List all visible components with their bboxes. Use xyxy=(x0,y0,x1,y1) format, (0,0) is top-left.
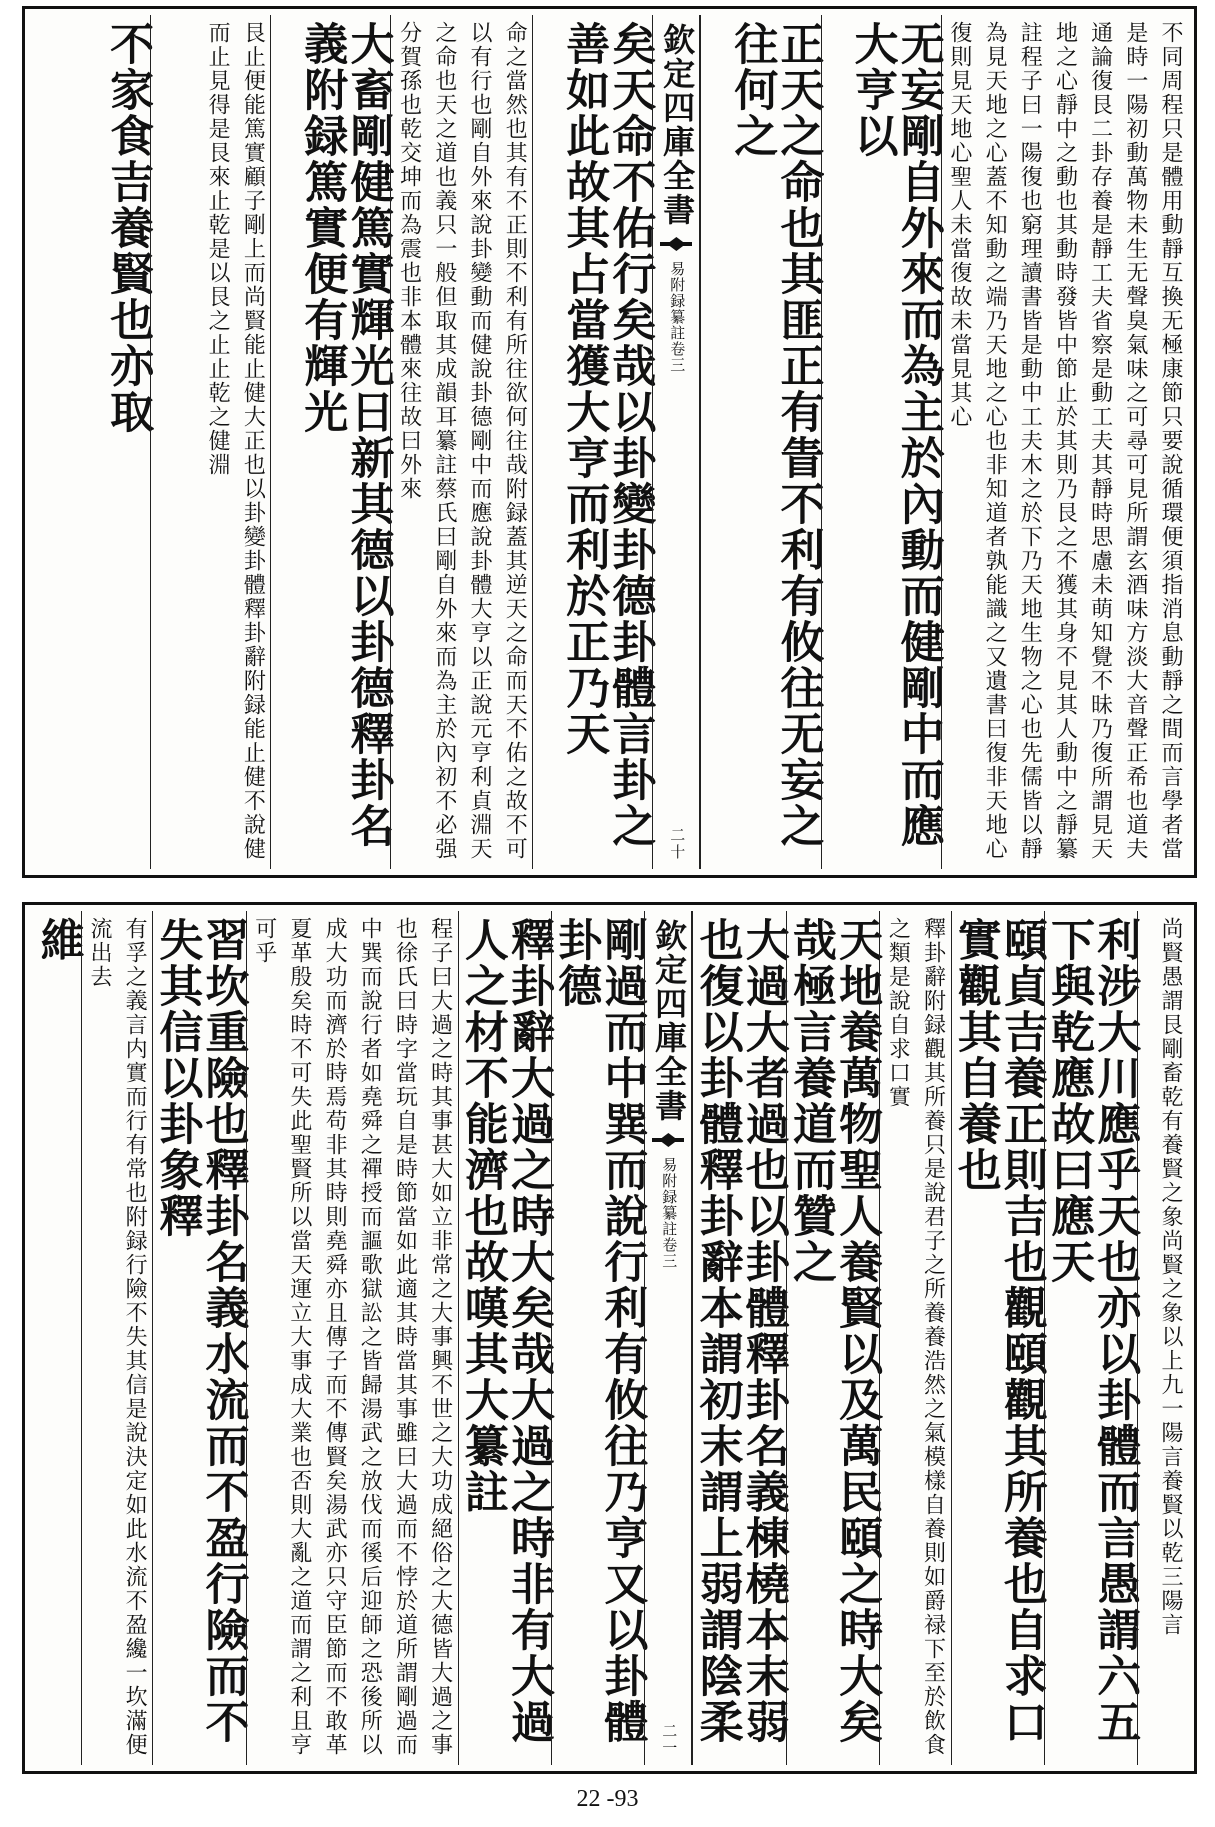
top-text-columns xyxy=(31,15,1188,869)
text-column: 頤貞吉養正則吉也觀頤觀其所養也自求口實觀其自養也 xyxy=(951,911,1044,1765)
text-column: 不家食吉養賢也亦取 xyxy=(102,21,154,435)
page-number: 22 -93 xyxy=(576,1786,639,1812)
text-column: 程子曰大過之時其事甚大如立非常之大事興不世之大功成絕俗之大德皆大過之事也徐氏曰時字當玩自是時節當如此適其時當其事雖曰大過而不悖於道所謂剛過而中巽而說行者如堯舜之禪授而謳歌獄訟之皆歸湯武之放伐而徯后迎師之恐後所以成大功而濟於時焉苟非其時則堯舜亦且傳子而不傳賢矣湯武亦只守臣節而不敢革夏革殷矣時不可失此聖賢所以當天運立大事成大業也否則大亂之道而謂之利且亨可乎 xyxy=(246,911,458,1765)
book-title: 易附録纂註 xyxy=(660,1157,679,1237)
text-column: 剛過而中巽而說行利有攸往乃亨又以卦體卦德 xyxy=(551,911,644,1765)
text-column: 艮止便能篤實顧子剛上而尚賢能止健大正也以卦變卦體釋卦辭附録能止健不說健而止見得是艮來止乾是以艮之止止乾之健淵 xyxy=(150,15,270,869)
volume-label: 卷三 xyxy=(660,1237,679,1269)
bottom-text-columns xyxy=(31,911,1188,1765)
text-column: 大畜剛健篤實輝光日新其德以卦德釋卦名義附録篤實便有輝光 xyxy=(270,15,390,869)
volume-label: 卷三 xyxy=(668,341,687,373)
book-title: 易附録纂註 xyxy=(668,261,687,341)
text-column: 利涉大川應乎天也亦以卦體而言愚謂六五下與乾應故曰應天 xyxy=(1044,911,1137,1765)
text-column: 正天之命也其匪正有眚不利有攸往无妄之往何之 xyxy=(700,15,820,869)
text-column: 大過大者過也以卦體釋卦名義棟橈本末弱也復以卦體釋卦辭本謂初末謂上弱謂陰柔 xyxy=(692,911,785,1765)
text-column: 有孚之義言内實而行有常也附録行險不失其信是說決定如此水流不盈纔一坎滿便流出去 xyxy=(81,911,152,1765)
bottom-half-page xyxy=(22,902,1197,1774)
text-column: 維 xyxy=(32,917,84,963)
text-column: 命之當然也其有不正則不利有所往欲何往哉附録蓋其逆天之命而天不佑之故不可以有行也剛自外來說卦變動而健說卦德剛中而應說卦體大亨以正說元亨利貞淵天之命也天之道也義只一般但取其成韻耳纂註蔡氏曰剛自外來而為主於內初不必强分賀孫也乾交坤而為震也非本體來往故曰外來 xyxy=(390,15,532,869)
text-column: 天地養萬物聖人養賢以及萬民頤之時大矣哉極言養道而贊之 xyxy=(786,911,879,1765)
book-series-title: 欽定四庫全書 xyxy=(658,23,697,227)
fish-tail-ornament-icon xyxy=(652,1133,684,1147)
center-fold xyxy=(652,15,700,869)
fish-tail-ornament-icon xyxy=(660,237,692,251)
leaf-number: 二一 xyxy=(660,1723,679,1757)
text-column: 不同周程只是體用動靜互換无極康節只要說循環便須指消息動靜之間而言學者當是時一陽初動萬物未生无聲臭氣味之可尋可見所謂玄酒味方淡大音聲正希也道夫通論復艮二卦存養是靜工夫省察是動工夫其靜時思慮未萌知覺不昧乃復所謂見天地之心靜中之動也其動時發皆中節止於其則乃艮之不獲其身不見其人動中之靜纂註程子曰一陽復也窮理讀書皆是動中工夫木之於下乃天地生物之心也先儒皆以靜為見天地之心蓋不知動之端乃天地之心也非知道者孰能識之又遺書曰復非天地心復則見天地心聖人未當復故未當見其心 xyxy=(941,15,1188,869)
top-half-page xyxy=(22,6,1197,878)
text-column: 釋卦辭附録觀其所養只是說君子之所養養浩然之氣模樣自養則如爵禄下至於飲食之類是說自求口實 xyxy=(879,911,950,1765)
text-column: 習坎重險也釋卦名義水流而不盈行險而不失其信以卦象釋 xyxy=(152,911,245,1765)
text-column: 矣天命不佑行矣哉以卦變卦德卦體言卦之善如此故其占當獲大亨而利於正乃天 xyxy=(532,15,652,869)
text-column: 釋卦辭大過之時大矣哉大過之時非有大過人之材不能濟也故嘆其大纂註 xyxy=(458,911,551,1765)
book-series-title: 欽定四庫全書 xyxy=(650,919,689,1123)
leaf-number: 二十 xyxy=(668,827,687,861)
text-column: 尚賢愚謂艮剛畜乾有養賢之象尚賢之象以上九一陽言養賢以乾三陽言 xyxy=(1137,911,1188,1765)
text-column: 无妄剛自外來而為主於內動而健剛中而應大亨以 xyxy=(821,15,941,869)
center-fold xyxy=(644,911,692,1765)
